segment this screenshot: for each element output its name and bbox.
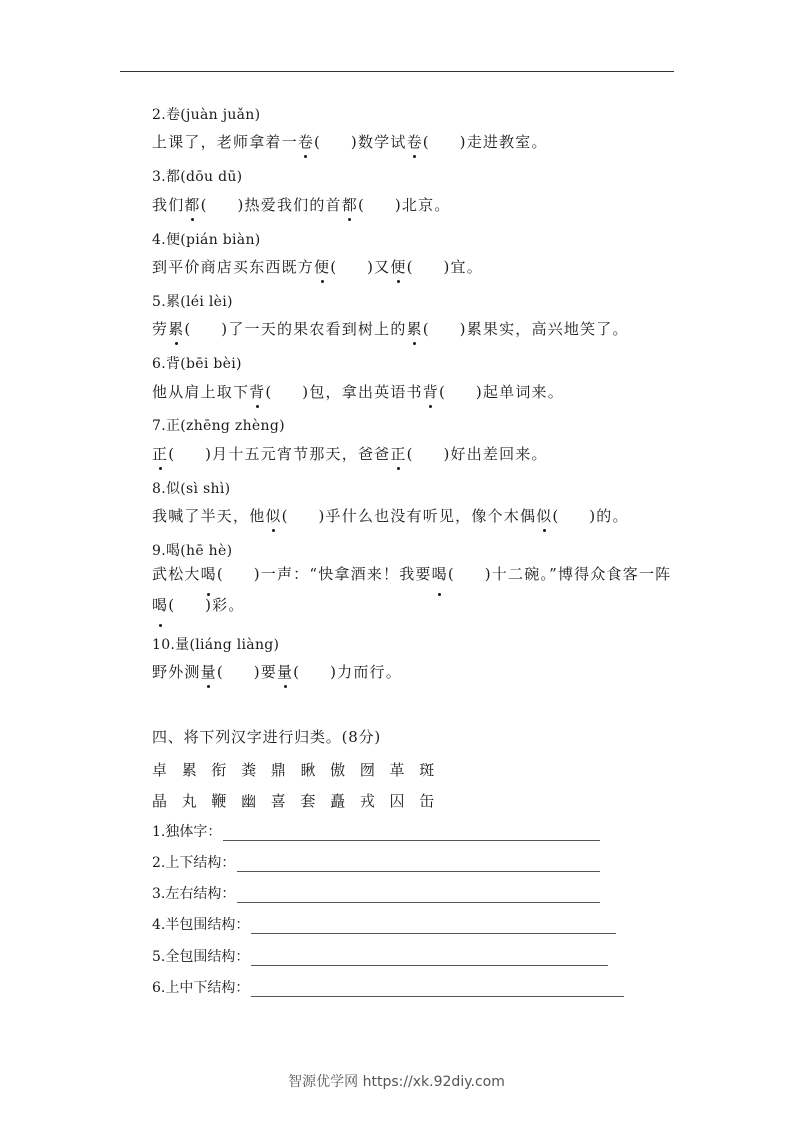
item-sentence [152, 256, 483, 277]
sentence-text: ( )累果实，高兴地笑了。 [422, 320, 629, 338]
hanzi-char: 斑 [419, 761, 435, 779]
hanzi-char: 戎 [359, 792, 375, 810]
dotted-char: 都 [341, 196, 358, 214]
sentence-text: ( )宜。 [406, 258, 483, 276]
sentence-text: ( )一声：“快拿酒来！我要 [216, 565, 432, 583]
dotted-char: 喝 [432, 559, 448, 590]
item-heading: 6.背(bēi bèi) [152, 356, 242, 372]
dotted-char: 卷 [297, 133, 315, 151]
sentence-text: ( )走进教室。 [422, 133, 548, 151]
item-sentence [120, 559, 675, 621]
category-line [152, 883, 600, 903]
hanzi-char: 傲 [330, 761, 346, 779]
dotted-char: 都 [184, 196, 201, 214]
dotted-char: 背 [249, 383, 266, 401]
item-heading: 8.似(sì shì) [152, 481, 231, 497]
answer-blank[interactable] [251, 951, 608, 966]
sentence-text: 他从肩上取下 [152, 383, 250, 401]
item-sentence [152, 131, 548, 152]
answer-blank[interactable] [251, 919, 616, 934]
category-line [152, 946, 608, 966]
dotted-char: 似 [536, 507, 553, 525]
item-sentence [152, 505, 629, 526]
sentence-text: ( )月十五元宵节那天，爸爸 [168, 445, 391, 463]
dotted-char: 累 [406, 320, 423, 338]
category-label: 5.全包围结构： [152, 949, 250, 965]
item-heading: 2.卷(juàn juǎn) [152, 107, 261, 123]
sentence-text: ( )包，拿出英语书 [265, 383, 423, 401]
sentence-text: 武松大 [152, 565, 201, 583]
sentence-text: ( )又 [330, 258, 391, 276]
hanzi-char: 缶 [419, 792, 435, 810]
sentence-text: ( )要 [216, 663, 277, 681]
category-label: 1.独体字： [152, 824, 222, 840]
item-sentence [152, 194, 451, 215]
sentence-text: ( )起单词来。 [438, 383, 564, 401]
category-label: 4.半包围结构： [152, 917, 250, 933]
hanzi-char: 丸 [181, 792, 197, 810]
item-heading: 4.便(pián biàn) [152, 232, 261, 248]
sentence-text: 野外测 [152, 663, 201, 681]
sentence-text: 我喊了半天，他 [152, 507, 266, 525]
sentence-text: ( )北京。 [357, 196, 451, 214]
sentence-text: 上课了，老师拿着一 [152, 133, 298, 151]
footer-watermark: 智源优学网 https://xk.92diy.com [288, 1074, 505, 1090]
sentence-text: ( )乎什么也没有听见，像个木偶 [281, 507, 537, 525]
dotted-char: 卷 [406, 133, 423, 151]
hanzi-char: 矗 [330, 792, 346, 810]
dotted-char: 量 [276, 663, 294, 681]
dotted-char: 正 [390, 445, 407, 463]
item-heading: 10.量(liáng liàng) [152, 637, 280, 653]
category-line [152, 977, 624, 997]
hanzi-char: 幽 [241, 792, 257, 810]
sentence-text: ( )好出差回来。 [406, 445, 548, 463]
item-sentence [152, 318, 629, 339]
sentence-text: 劳 [152, 320, 169, 338]
answer-blank[interactable] [251, 982, 624, 997]
item-heading: 3.都(dōu dū) [152, 169, 243, 185]
sentence-text: ( )彩。 [168, 596, 245, 614]
sentence-text: 到平价商店买东西既方 [152, 258, 315, 276]
item-heading: 7.正(zhēng zhèng) [152, 418, 285, 434]
hanzi-char: 囫 [359, 761, 375, 779]
dotted-char: 便 [314, 258, 331, 276]
category-line [152, 821, 600, 841]
hanzi-char: 卓 [152, 761, 168, 779]
sentence-text: ( )的。 [552, 507, 629, 525]
dotted-char: 便 [390, 258, 407, 276]
sentence-text: ( )力而行。 [293, 663, 402, 681]
char-row-1 [152, 759, 449, 780]
hanzi-char: 衔 [211, 761, 227, 779]
hanzi-char: 瞅 [300, 761, 316, 779]
hanzi-char: 晶 [152, 792, 168, 810]
answer-blank[interactable] [237, 857, 600, 872]
hanzi-char: 革 [389, 761, 405, 779]
dotted-char: 似 [265, 507, 282, 525]
item-heading: 9.喝(hē hè) [152, 543, 233, 559]
hanzi-char: 鞭 [211, 792, 227, 810]
item-heading: 5.累(léi lèi) [152, 294, 233, 310]
sentence-text: ( )了一天的果农看到树上的 [184, 320, 407, 338]
dotted-char: 量 [200, 663, 217, 681]
dotted-char: 背 [422, 383, 439, 401]
sentence-text: ( )数学试 [314, 133, 407, 151]
answer-blank[interactable] [237, 888, 600, 903]
answer-blank[interactable] [223, 826, 600, 841]
hanzi-char: 粪 [241, 761, 257, 779]
sentence-text: ( )十二碗。”博得众食客一阵 [447, 565, 672, 583]
char-row-2 [152, 790, 449, 811]
item-sentence [152, 443, 548, 464]
section-4-title: 四、将下列汉字进行归类。(8分) [152, 728, 382, 746]
sentence-text: 我们 [152, 196, 185, 214]
item-sentence [152, 661, 402, 682]
category-label: 2.上下结构： [152, 855, 236, 871]
dotted-char: 喝 [201, 559, 217, 590]
dotted-char: 累 [168, 320, 185, 338]
category-label: 6.上中下结构： [152, 980, 250, 996]
item-sentence [152, 381, 564, 402]
hanzi-char: 累 [181, 761, 197, 779]
category-line [152, 852, 600, 872]
hanzi-char: 鼎 [270, 761, 286, 779]
hanzi-char: 喜 [270, 792, 286, 810]
hanzi-char: 套 [300, 792, 316, 810]
dotted-char: 正 [152, 445, 169, 463]
hanzi-char: 囚 [389, 792, 405, 810]
header-rule [120, 71, 674, 72]
category-line [152, 914, 616, 934]
dotted-char: 喝 [152, 590, 168, 621]
category-label: 3.左右结构： [152, 886, 236, 902]
sentence-text: ( )热爱我们的首 [200, 196, 342, 214]
